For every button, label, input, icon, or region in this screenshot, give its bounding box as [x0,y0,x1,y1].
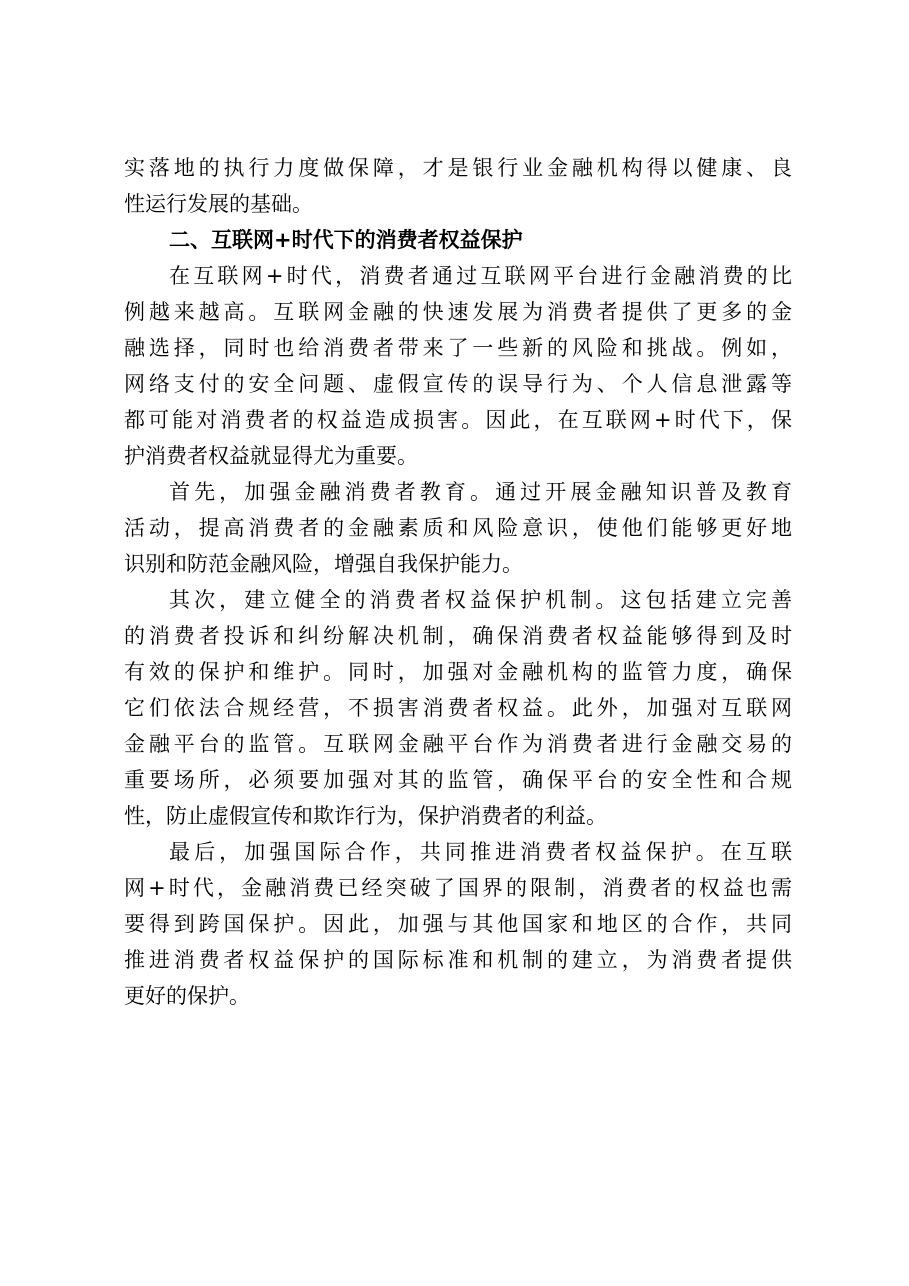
text-line: 都可能对消费者的权益造成损害。因此，在互联网+时代下，保 [124,408,792,432]
text-line: 活动，提高消费者的金融素质和风险意识，使他们能够更好地 [124,516,792,540]
text-line: 在互联网+时代，消费者通过互联网平台进行金融消费的比 [169,264,792,288]
text-line: 重要场所，必须要加强对其的监管，确保平台的安全性和合规 [124,768,792,792]
text-line: 金融平台的监管。互联网金融平台作为消费者进行金融交易的 [124,732,792,756]
text-line: 例越来越高。互联网金融的快速发展为消费者提供了更多的金 [124,300,792,324]
paragraph-internet-era [124,258,792,474]
text-line: 网+时代，金融消费已经突破了国界的限制，消费者的权益也需 [124,876,792,900]
text-line: 更好的保护。 [124,984,250,1008]
text-line: 首先，加强金融消费者教育。通过开展金融知识普及教育 [169,480,792,504]
text-line: 融选择，同时也给消费者带来了一些新的风险和挑战。例如， [124,336,792,360]
paragraph-last [124,834,792,1014]
text-line: 其次，建立健全的消费者权益保护机制。这包括建立完善 [169,588,792,612]
text-line: 识别和防范金融风险，增强自我保护能力。 [124,552,523,576]
document-page [124,150,792,1014]
text-line: 性，防止虚假宣传和欺诈行为，保护消费者的利益。 [124,804,607,828]
text-line: 最后，加强国际合作，共同推进消费者权益保护。在互联 [169,840,792,864]
text-line: 要得到跨国保护。因此，加强与其他国家和地区的合作，共同 [124,912,792,936]
section-heading: 二、互联网+时代下的消费者权益保护 [169,228,523,252]
text-line: 推进消费者权益保护的国际标准和机制的建立，为消费者提供 [124,948,792,972]
text-line: 性运行发展的基础。 [124,192,313,216]
paragraph-second [124,582,792,834]
text-line: 它们依法合规经营，不损害消费者权益。此外，加强对互联网 [124,696,792,720]
text-line: 护消费者权益就显得尤为重要。 [124,444,418,468]
text-line: 有效的保护和维护。同时，加强对金融机构的监管力度，确保 [124,660,792,684]
text-line: 网络支付的安全问题、虚假宣传的误导行为、个人信息泄露等 [124,372,792,396]
text-line: 实落地的执行力度做保障，才是银行业金融机构得以健康、良 [124,156,792,180]
text-line: 的消费者投诉和纠纷解决机制，确保消费者权益能够得到及时 [124,624,792,648]
paragraph-first [124,474,792,582]
paragraph-continued [124,150,792,222]
